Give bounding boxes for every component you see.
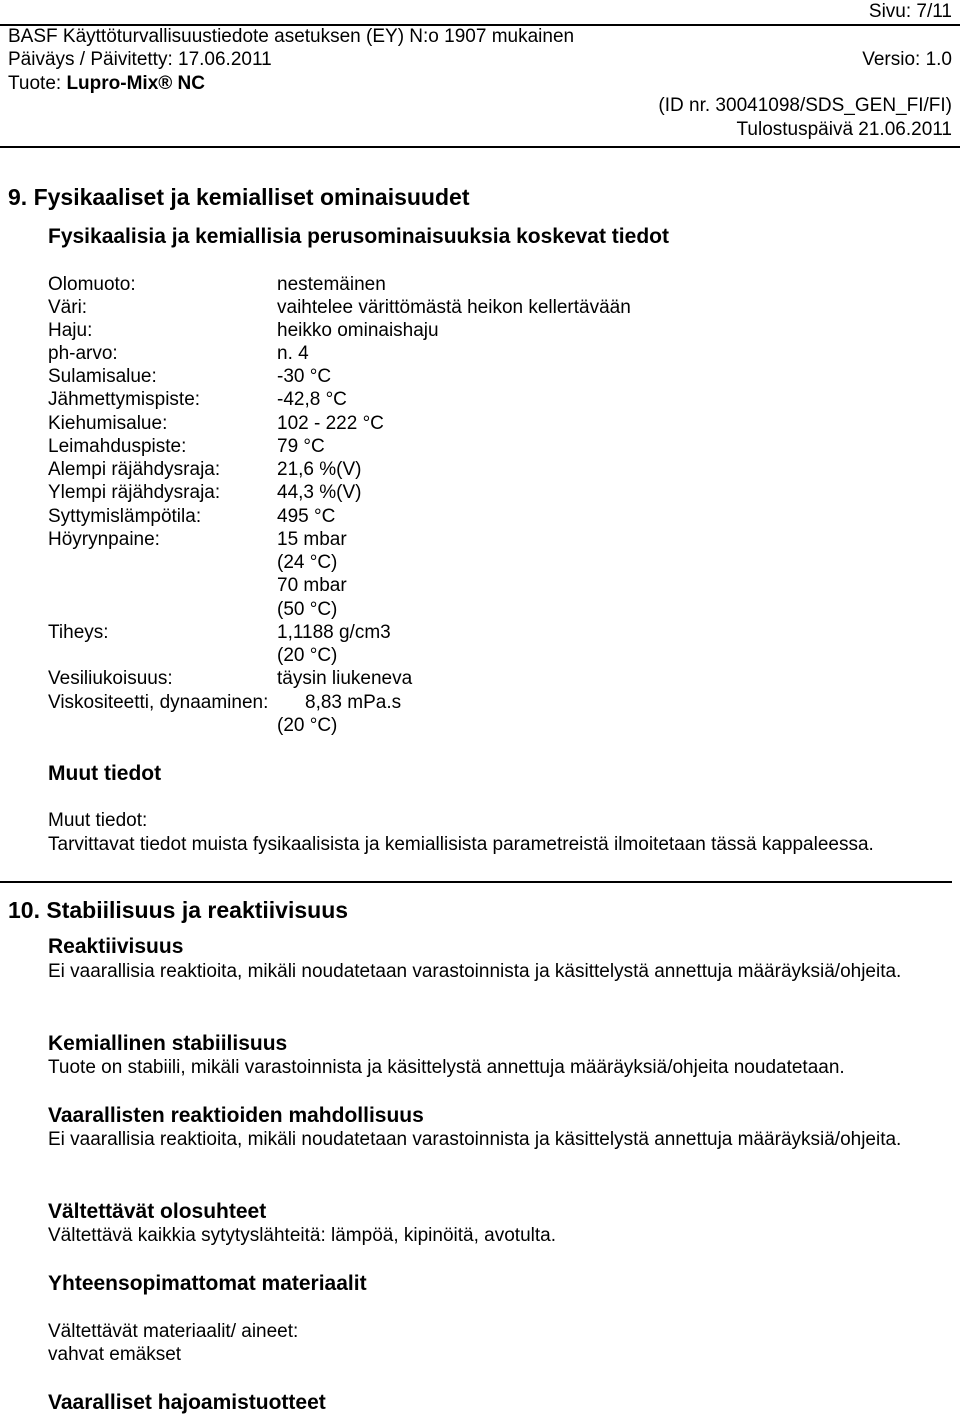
prop-value-boiling-range: 102 - 222 °C	[277, 413, 384, 434]
prop-value-ph: n. 4	[277, 343, 309, 364]
prop-label-melting-range: Sulamisalue:	[48, 366, 157, 387]
prop-label-solidification-point: Jähmettymispiste:	[48, 389, 201, 410]
prop-label-ignition-temperature: Syttymislämpötila:	[48, 506, 202, 527]
decomposition-products-heading: Vaaralliset hajoamistuotteet	[48, 1391, 326, 1414]
prop-label-upper-explosion-limit: Ylempi räjähdysraja:	[48, 482, 221, 503]
incompatible-materials-label: Vältettävät materiaalit/ aineet:	[48, 1321, 299, 1342]
prop-value-vapour-pressure-temp-1: (24 °C)	[277, 552, 338, 573]
prop-value-color: vaihtelee värittömästä heikon kellertävään	[277, 297, 631, 318]
section-9-title: 9. Fysikaaliset ja kemialliset ominaisuudet	[8, 184, 470, 210]
prop-label-dynamic-viscosity: Viskositeetti, dynaaminen:	[48, 692, 269, 713]
prop-value-water-solubility: täysin liukeneva	[277, 668, 413, 689]
prop-value-density-temp: (20 °C)	[277, 645, 338, 666]
prop-value-vapour-pressure: 15 mbar	[277, 529, 347, 550]
product-name: Lupro-Mix® NC	[66, 73, 205, 94]
prop-label-boiling-range: Kiehumisalue:	[48, 413, 168, 434]
other-info-text: Tarvittavat tiedot muista fysikaalisista ja kemiallisista parametreistä ilmoitetaan tässä kappaleessa.	[48, 834, 874, 855]
prop-value-density: 1,1188 g/cm3	[277, 622, 391, 643]
chemical-stability-text: Tuote on stabiili, mikäli varastoinnista ja käsittelystä annettuja määräyksiä/ohjeita noudatetaan.	[48, 1057, 845, 1078]
prop-value-ignition-temperature: 495 °C	[277, 506, 336, 527]
prop-value-dynamic-viscosity: 8,83 mPa.s	[305, 692, 402, 713]
section-10-title: 10. Stabiilisuus ja reaktiivisuus	[8, 897, 349, 923]
prop-value-solidification-point: -42,8 °C	[277, 389, 347, 410]
prop-label-flash-point: Leimahduspiste:	[48, 436, 187, 457]
prop-label-odor: Haju:	[48, 320, 93, 341]
reactivity-heading: Reaktiivisuus	[48, 935, 184, 958]
incompatible-materials-heading: Yhteensopimattomat materiaalit	[48, 1272, 367, 1295]
conditions-to-avoid-heading: Vältettävät olosuhteet	[48, 1200, 267, 1223]
other-info-label: Muut tiedot:	[48, 810, 148, 831]
prop-value-upper-explosion-limit: 44,3 %(V)	[277, 482, 362, 503]
header-date: Päiväys / Päivitetty: 17.06.2011	[8, 49, 272, 70]
header-version: Versio: 1.0	[862, 49, 952, 70]
prop-label-lower-explosion-limit: Alempi räjähdysraja:	[48, 459, 221, 480]
header-id: (ID nr. 30041098/SDS_GEN_FI/FI)	[658, 95, 952, 116]
section-divider-rule	[0, 881, 952, 883]
prop-label-color: Väri:	[48, 297, 88, 318]
header-regulation: BASF Käyttöturvallisuustiedote asetuksen (EY) N:o 1907 mukainen	[8, 26, 575, 47]
header-product	[8, 74, 205, 93]
hazardous-reactions-heading: Vaarallisten reaktioiden mahdollisuus	[48, 1104, 424, 1127]
prop-label-appearance: Olomuoto:	[48, 274, 136, 295]
prop-value-melting-range: -30 °C	[277, 366, 332, 387]
other-info-heading: Muut tiedot	[48, 762, 162, 785]
section-9-subtitle: Fysikaalisia ja kemiallisia perusominaisuuksia koskevat tiedot	[48, 225, 669, 248]
product-prefix: Tuote:	[8, 73, 62, 94]
prop-value-flash-point: 79 °C	[277, 436, 325, 457]
conditions-to-avoid-text: Vältettävä kaikkia sytytyslähteitä: lämpöä, kipinöitä, avotulta.	[48, 1225, 556, 1246]
hazardous-reactions-text: Ei vaarallisia reaktioita, mikäli noudatetaan varastoinnista ja käsittelystä annettuja määräyksiä/ohjeita.	[48, 1129, 902, 1150]
header-print-date: Tulostuspäivä 21.06.2011	[736, 119, 952, 140]
prop-value-appearance: nestemäinen	[277, 274, 386, 295]
incompatible-materials-value: vahvat emäkset	[48, 1344, 182, 1365]
prop-label-water-solubility: Vesiliukoisuus:	[48, 668, 173, 689]
prop-value-vapour-pressure-2: 70 mbar	[277, 575, 347, 596]
prop-value-odor: heikko ominaishaju	[277, 320, 439, 341]
header-bottom-rule	[0, 146, 960, 148]
reactivity-text: Ei vaarallisia reaktioita, mikäli noudatetaan varastoinnista ja käsittelystä annettuja määräyksiä/ohjeita.	[48, 961, 902, 982]
prop-value-dynamic-viscosity-temp: (20 °C)	[277, 715, 338, 736]
chemical-stability-heading: Kemiallinen stabiilisuus	[48, 1032, 288, 1055]
page-number: Sivu: 7/11	[868, 1, 952, 22]
prop-value-vapour-pressure-temp-2: (50 °C)	[277, 599, 338, 620]
prop-label-ph: ph-arvo:	[48, 343, 118, 364]
prop-value-lower-explosion-limit: 21,6 %(V)	[277, 459, 362, 480]
prop-label-vapour-pressure: Höyrynpaine:	[48, 529, 160, 550]
prop-label-density: Tiheys:	[48, 622, 109, 643]
